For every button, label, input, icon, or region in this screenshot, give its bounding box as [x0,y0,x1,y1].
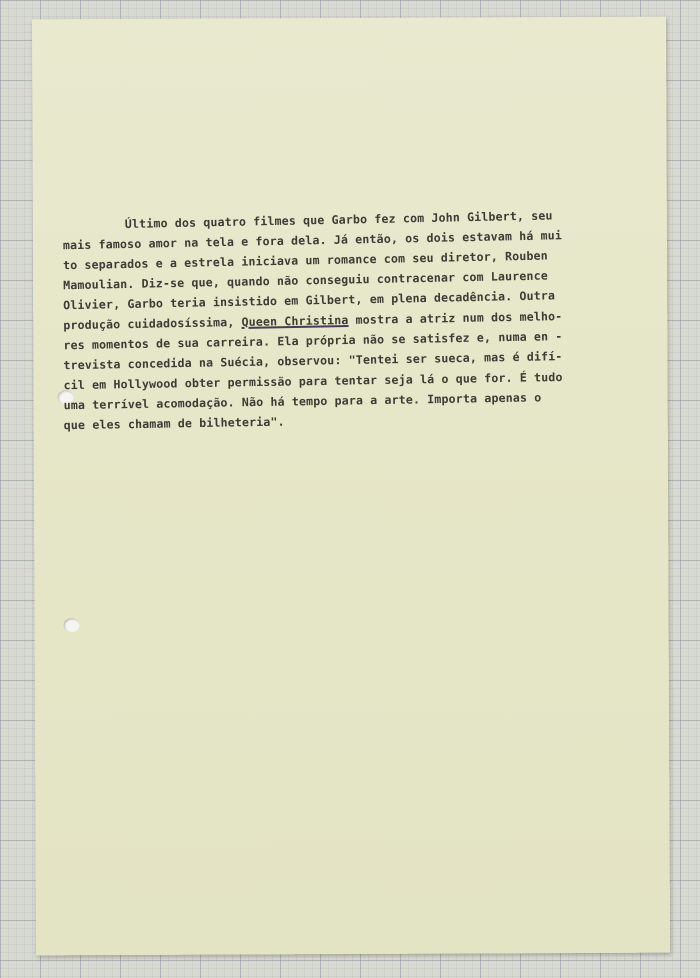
text-segment: produção cuidadosíssima, [63,315,235,333]
text-line: mais famoso amor na tela e fora dela. Já então, os dois estavam há mui [62,228,563,253]
text-line: Mamoulian. Diz-se que, quando não conseguiu contracenar com Laurence [62,268,549,293]
text-line: Olivier, Garbo teria insistido em Gilbert, em plena decadência. Outra [63,288,556,313]
text-segment: mostra a atriz num dos melho- [355,309,563,327]
punch-hole-bottom [64,618,80,632]
text-line: Último dos quatro filmes que Garbo fez com John Gilbert, seu [124,208,553,232]
text-line: to separados e a estrela iniciava um romance com seu diretor, Rouben [62,248,548,273]
text-line: trevista concedida na Suécia, observou: "Tentei ser sueca, mas é difí- [63,349,563,373]
text-line: res momentos de sua carreira. Ela própria não se satisfez e, numa en - [63,329,563,353]
typewritten-page [32,17,670,956]
typewritten-paragraph [62,208,624,435]
text-line: uma terrível acomodação. Não há tempo para a arte. Importa apenas o [63,390,542,413]
text-line: que eles chamam de bilheteria". [63,414,285,433]
text-line: cil em Hollywood obter permissão para tentar seja lá o que for. É tudo [63,369,563,393]
film-title: Queen Christina [241,313,349,329]
